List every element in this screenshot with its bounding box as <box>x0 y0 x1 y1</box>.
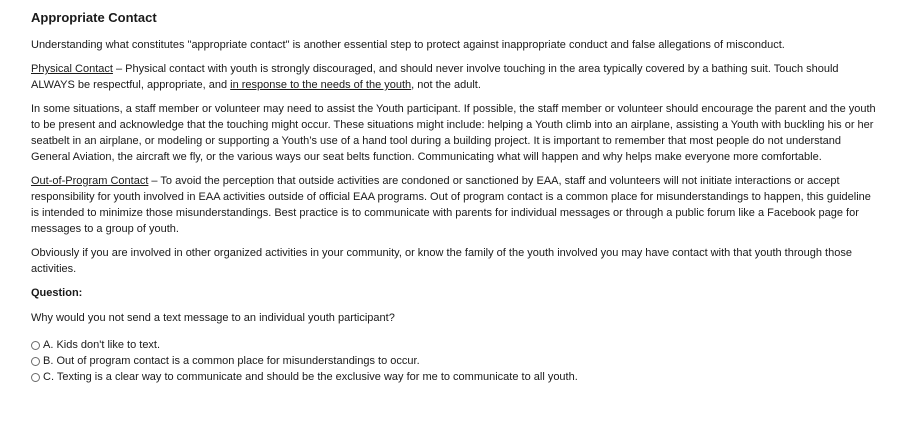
question-heading: Question: <box>31 287 83 299</box>
radio-button-icon[interactable] <box>31 341 40 350</box>
out-of-program-paragraph <box>31 173 879 237</box>
radio-button-icon[interactable] <box>31 373 40 382</box>
physical-contact-text-b: , not the adult. <box>411 79 481 91</box>
intro-paragraph: Understanding what constitutes "appropriate contact" is another essential step to protect against inappropriate conduct and false allegations of misconduct. <box>31 39 785 51</box>
physical-contact-label: Physical Contact <box>31 63 113 75</box>
physical-contact-paragraph <box>31 61 879 93</box>
out-of-program-text: – To avoid the perception that outside activities are condoned or sanctioned by EAA, staff and volunteers will not initiate interactions or accept responsibility for youth involved in EAA activities outside of official EAA programs. Out of program contact is a common place for misunderstandings to happen, this guideline is intended to minimize those misunderstandings. Best practice is to communicate with parents for individual messages or through a public forum like a Facebook page for messages to a group of youth. <box>31 175 871 235</box>
physical-contact-text-a: – Physical contact with youth is strongly discouraged, and should never involve touching in the area typically covered by a bathing suit. Touch should ALWAYS be respectful, appropriate, and <box>31 63 839 91</box>
radio-button-icon[interactable] <box>31 357 40 366</box>
question-prompt: Why would you not send a text message to an individual youth participant? <box>31 312 395 324</box>
answer-options <box>31 337 879 385</box>
answer-option-b-label[interactable]: B. Out of program contact is a common place for misunderstandings to occur. <box>43 355 420 367</box>
answer-option-a-label[interactable]: A. Kids don't like to text. <box>43 339 161 351</box>
situations-paragraph: In some situations, a staff member or volunteer may need to assist the Youth participant. If possible, the staff member or volunteer should encourage the parent and the youth to be present and acknowledge that the touching might occur. These situations might include: helping a Youth climb into an airplane, assisting a Youth with buckling his or her seatbelt in an airplane, or modeling or supporting a Youth’s use of a hand tool during a building project. It is important to remember that most people do not understand General Aviation, the aircraft we fly, or the various ways our seat belts function. Communicating what will happen and why helps make everyone more comfortable. <box>31 103 876 163</box>
answer-option-a[interactable] <box>31 337 879 353</box>
page-title: Appropriate Contact <box>31 10 157 25</box>
answer-option-b[interactable] <box>31 353 879 369</box>
answer-option-c[interactable] <box>31 369 879 385</box>
answer-option-c-label[interactable]: C. Texting is a clear way to communicate and should be the exclusive way for me to communicate to all youth. <box>43 371 578 383</box>
obviously-paragraph: Obviously if you are involved in other organized activities in your community, or know the family of the youth involved you may have contact with that youth through those activities. <box>31 247 852 275</box>
out-of-program-label: Out-of-Program Contact <box>31 175 149 187</box>
physical-contact-underlined: in response to the needs of the youth <box>230 79 412 91</box>
